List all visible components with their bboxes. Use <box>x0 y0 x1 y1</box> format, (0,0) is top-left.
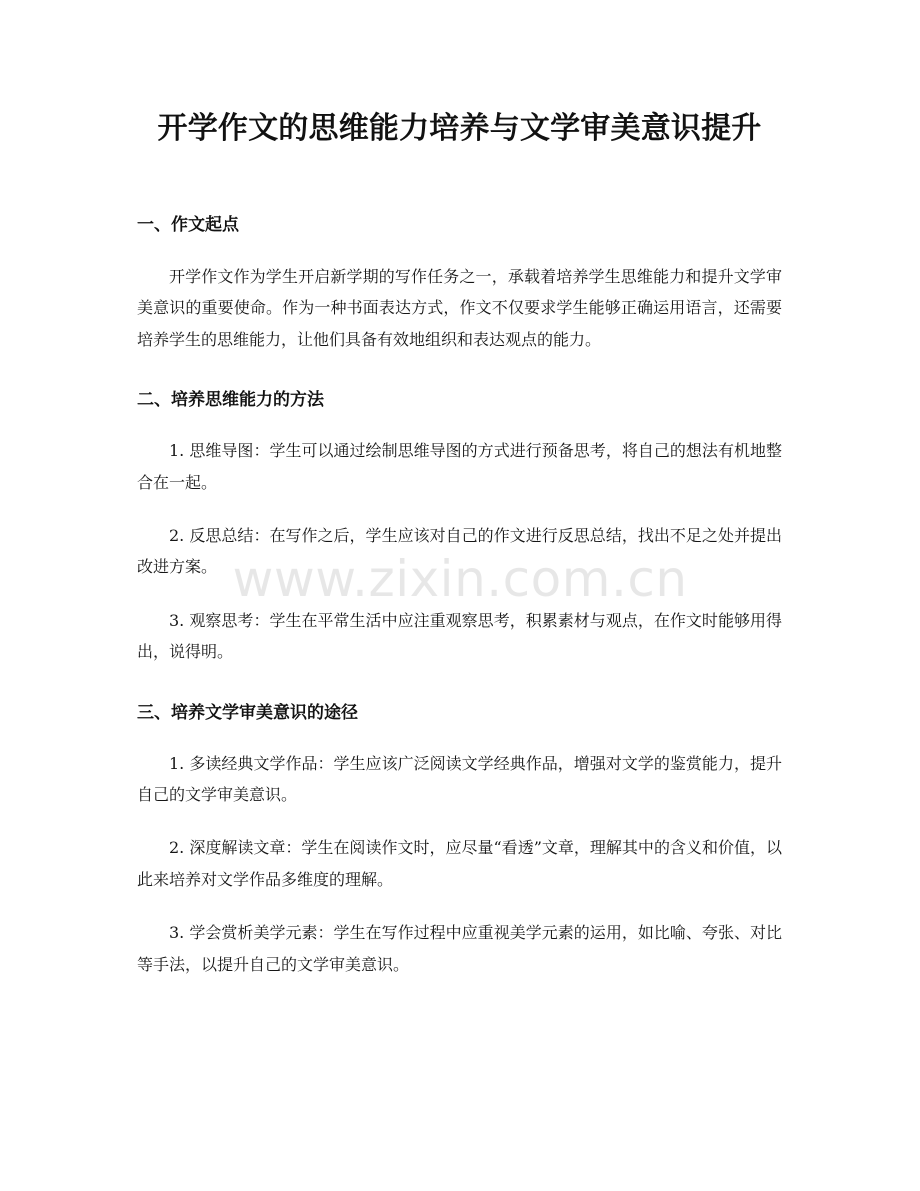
section-heading-aesthetic-paths: 三、培养文学审美意识的途径 <box>137 702 358 723</box>
aesthetic-path-item: 2. 深度解读文章：学生在阅读作文时，应尽量“看透”文章，理解其中的含义和价值，以此来培养对文学作品多维度的理解。 <box>137 838 782 889</box>
aesthetic-path-item: 3. 学会赏析美学元素：学生在写作过程中应重视美学元素的运用，如比喻、夸张、对比等手法，以提升自己的文学审美意识。 <box>137 923 782 974</box>
document-title: 开学作文的思维能力培养与文学审美意识提升 <box>157 111 762 146</box>
thinking-method-item: 3. 观察思考：学生在平常生活中应注重观察思考，积累素材与观点，在作文时能够用得出，说得明。 <box>137 610 782 662</box>
section-heading-starting-point: 一、作文起点 <box>137 215 239 235</box>
watermark-text: www.zixin.com.cn <box>232 550 688 608</box>
thinking-method-item: 1. 思维导图：学生可以通过绘制思维导图的方式进行预备思考，将自己的想法有机地整合在一起。 <box>137 441 782 492</box>
thinking-method-item: 2. 反思总结：在写作之后，学生应该对自己的作文进行反思总结，找出不足之处并提出改进方案。 <box>137 526 782 577</box>
aesthetic-path-item: 1. 多读经典文学作品：学生应该广泛阅读文学经典作品，增强对文学的鉴赏能力，提升自己的文学审美意识。 <box>137 753 782 805</box>
document-content <box>137 95 782 980</box>
section-heading-thinking-methods: 二、培养思维能力的方法 <box>137 390 324 411</box>
intro-paragraph: 开学作文作为学生开启新学期的写作任务之一，承载着培养学生思维能力和提升文学审美意识的重要使命。作为一种书面表达方式，作文不仅要求学生能够正确运用语言，还需要培养学生的思维能力，让他们具备有效地组织和表达观点的能力。 <box>137 267 782 349</box>
